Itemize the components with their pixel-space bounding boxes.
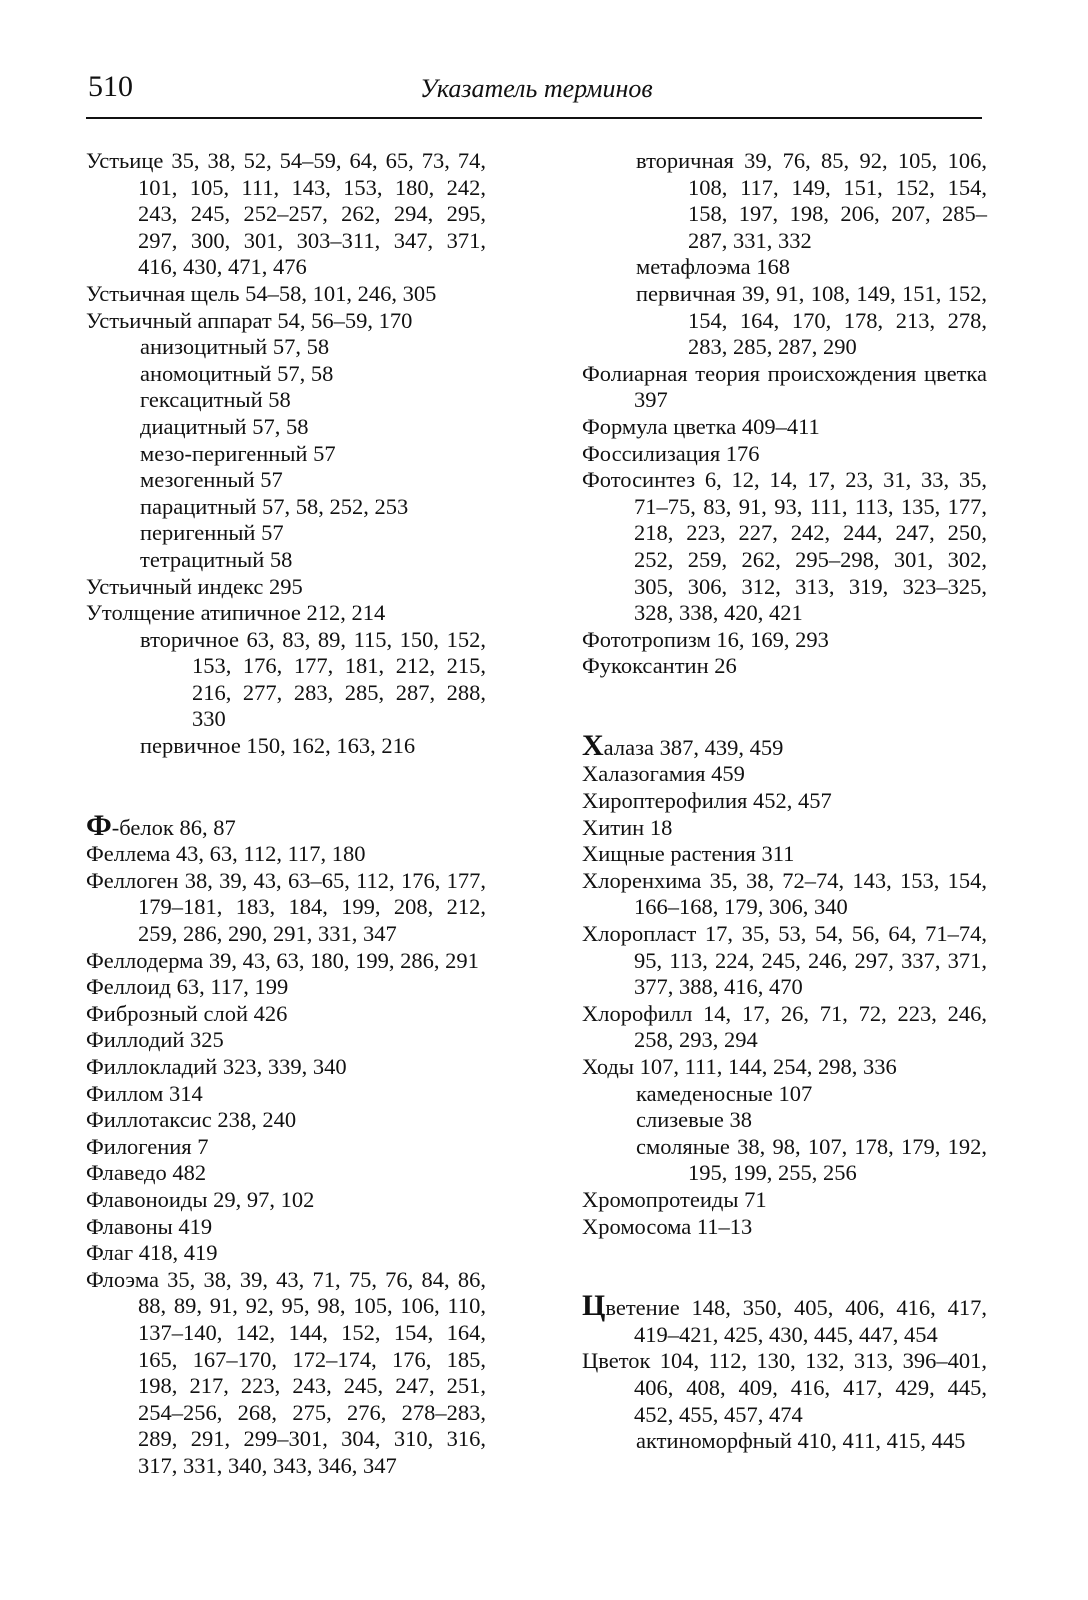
index-entry	[86, 868, 486, 948]
entry-text: перигенный 57	[140, 520, 284, 546]
entry-text: Феллоген 38, 39, 43, 63–65, 112, 176, 177, 179–181, 183, 184, 199, 208, 212, 259, 286, 290, 291, 331, 347	[86, 867, 486, 947]
entry-text: Фотосинтез 6, 12, 14, 17, 23, 31, 33, 35, 71–75, 83, 91, 93, 111, 113, 135, 177, 218, 223, 227, 242, 244, 247, 250, 252, 259, 262, 295–298, 301, 302, 305, 306, 312, 313, 319, 323–325, 328, 338, 420, 421	[582, 467, 987, 626]
index-subentry	[86, 387, 486, 414]
entry-text: диацитный 57, 58	[140, 413, 309, 439]
index-entry	[86, 1107, 486, 1134]
letter-section-gap	[582, 1240, 987, 1293]
index-entry	[582, 728, 987, 762]
index-entry	[582, 1348, 987, 1428]
index-subentry	[86, 467, 486, 494]
entry-text: Флавоны 419	[86, 1213, 213, 1239]
entry-text: анизоцитный 57, 58	[140, 334, 330, 360]
entry-text: Фолиарная теория происхождения цветка 397	[582, 360, 987, 413]
index-entry	[582, 467, 987, 627]
entry-text: Флавоноиды 29, 97, 102	[86, 1186, 315, 1212]
index-entry	[86, 1160, 486, 1187]
index-subentry	[86, 441, 486, 468]
index-entry	[86, 808, 486, 842]
index-entry	[86, 148, 486, 281]
entry-text: вторичная 39, 76, 85, 92, 105, 106, 108, 117, 149, 151, 152, 154, 158, 197, 198, 206, 207, 285–287, 331, 332	[636, 148, 987, 253]
entry-text: Феллоид 63, 117, 199	[86, 974, 289, 1000]
index-entry	[582, 361, 987, 414]
index-entry	[582, 1289, 987, 1348]
entry-text: Формула цветка 409–411	[582, 413, 820, 439]
index-entry	[86, 1027, 486, 1054]
index-entry	[86, 574, 486, 601]
page-number: 510	[88, 70, 133, 103]
index-entry	[86, 1054, 486, 1081]
entry-text: Цветок 104, 112, 130, 132, 313, 396–401, 406, 408, 409, 416, 417, 429, 445, 452, 455, 457, 474	[582, 1348, 987, 1427]
entry-text: Флаг 418, 419	[86, 1240, 218, 1266]
index-entry	[582, 441, 987, 468]
index-entry	[86, 1001, 486, 1028]
entry-text: -белок 86, 87	[111, 814, 236, 840]
index-entry	[86, 1267, 486, 1480]
index-entry	[582, 1187, 987, 1214]
index-subentry	[86, 547, 486, 574]
index-entry	[86, 281, 486, 308]
index-column-left	[86, 148, 486, 1480]
entry-text: Хитин 18	[582, 814, 673, 840]
index-subentry	[582, 281, 987, 361]
index-subentry	[582, 254, 987, 281]
letter-section-gap	[582, 680, 987, 733]
letter-section-gap	[86, 760, 486, 813]
index-subentry	[86, 733, 486, 760]
entry-text: Устьичный индекс 295	[86, 573, 303, 599]
entry-text: ветение 148, 350, 405, 406, 416, 417, 419–421, 425, 430, 445, 447, 454	[605, 1295, 987, 1347]
entry-text: Хлорофилл 14, 17, 26, 71, 72, 223, 246, 258, 293, 294	[582, 1000, 987, 1053]
index-column-right	[582, 148, 987, 1455]
entry-text: Филлотаксис 238, 240	[86, 1107, 297, 1133]
index-entry	[86, 600, 486, 627]
index-entry	[582, 653, 987, 680]
index-entry	[86, 1081, 486, 1108]
index-entry	[582, 761, 987, 788]
index-entry	[86, 308, 486, 335]
index-entry	[86, 841, 486, 868]
index-entry	[86, 1214, 486, 1241]
index-subentry	[86, 627, 486, 733]
entry-text: вторичное 63, 83, 89, 115, 150, 152, 153, 176, 177, 181, 212, 215, 216, 277, 283, 285, 287, 288, 330	[140, 626, 486, 732]
entry-text: Устьице 35, 38, 52, 54–59, 64, 65, 73, 74, 101, 105, 111, 143, 153, 180, 242, 243, 245, 252–257, 262, 294, 295, 297, 300, 301, 303–311, 347, 371, 416, 430, 471, 476	[86, 148, 486, 280]
index-subentry	[582, 1428, 987, 1455]
entry-text: Халазогамия 459	[582, 761, 745, 787]
entry-text: актиноморфный 410, 411, 415, 445	[636, 1428, 966, 1454]
entry-text: Утолщение атипичное 212, 214	[86, 600, 386, 626]
entry-text: Флаведо 482	[86, 1160, 207, 1186]
entry-text: Филлодий 325	[86, 1027, 224, 1053]
index-subentry	[86, 520, 486, 547]
index-entry	[582, 414, 987, 441]
entry-text: Фототропизм 16, 169, 293	[582, 626, 829, 652]
entry-text: алаза 387, 439, 459	[603, 734, 784, 760]
index-entry	[582, 1214, 987, 1241]
entry-text: Хлоропласт 17, 35, 53, 54, 56, 64, 71–74, 95, 113, 224, 245, 246, 297, 337, 371, 377, 388, 416, 470	[582, 921, 987, 1000]
entry-text: Устьичная щель 54–58, 101, 246, 305	[86, 280, 437, 306]
entry-text: Ходы 107, 111, 144, 254, 298, 336	[582, 1054, 897, 1079]
entry-text: первичная 39, 91, 108, 149, 151, 152, 154, 164, 170, 178, 213, 278, 283, 285, 287, 290	[636, 280, 987, 360]
section-initial-letter: Х	[582, 728, 604, 762]
index-entry	[582, 815, 987, 842]
index-subentry	[86, 414, 486, 441]
entry-text: Филлокладий 323, 339, 340	[86, 1054, 347, 1079]
index-entry	[86, 1187, 486, 1214]
entry-text: Филогения 7	[86, 1133, 209, 1159]
entry-text: Фиброзный слой 426	[86, 1000, 288, 1026]
index-entry	[582, 788, 987, 815]
index-subentry	[582, 1107, 987, 1134]
index-subentry	[582, 148, 987, 254]
entry-text: Фукоксантин 26	[582, 653, 737, 679]
entry-text: гексацитный 58	[140, 387, 291, 413]
entry-text: Хромопротеиды 71	[582, 1186, 767, 1212]
entry-text: Устьичный аппарат 54, 56–59, 170	[86, 307, 413, 333]
index-subentry	[86, 334, 486, 361]
index-entry	[582, 868, 987, 921]
index-entry	[582, 627, 987, 654]
index-subentry	[86, 494, 486, 521]
entry-text: парацитный 57, 58, 252, 253	[140, 493, 409, 519]
entry-text: Флоэма 35, 38, 39, 43, 71, 75, 76, 84, 86, 88, 89, 91, 92, 95, 98, 105, 106, 110, 137–140, 142, 144, 152, 154, 164, 165, 167–170, 172–174, 176, 185, 198, 217, 223, 243, 245, 247, 251, 254–256, 268, 275, 276, 278–283, 289, 291, 299–301, 304, 310, 316, 317, 331, 340, 343, 346, 347	[86, 1266, 486, 1478]
entry-text: Хищные растения 311	[582, 841, 795, 867]
entry-text: первичное 150, 162, 163, 216	[140, 733, 416, 759]
entry-text: метафлоэма 168	[636, 254, 790, 280]
index-entry	[86, 1240, 486, 1267]
index-subentry	[582, 1134, 987, 1187]
entry-text: Феллодерма 39, 43, 63, 180, 199, 286, 291	[86, 947, 479, 973]
entry-text: Филлом 314	[86, 1080, 203, 1106]
entry-text: Хлоренхима 35, 38, 72–74, 143, 153, 154, 166–168, 179, 306, 340	[582, 867, 987, 920]
header-rule	[86, 117, 982, 119]
entry-text: Хироптерофилия 452, 457	[582, 788, 832, 814]
entry-text: аномоцитный 57, 58	[140, 360, 334, 386]
entry-text: мезо-перигенный 57	[140, 440, 336, 466]
entry-text: камеденосные 107	[636, 1080, 813, 1106]
section-initial-letter: Ц	[582, 1289, 606, 1323]
entry-text: мезогенный 57	[140, 467, 283, 493]
index-entry	[86, 974, 486, 1001]
entry-text: Феллема 43, 63, 112, 117, 180	[86, 841, 366, 867]
entry-text: тетрацитный 58	[140, 546, 293, 572]
index-entry	[86, 948, 486, 975]
entry-text: слизевые 38	[636, 1107, 752, 1133]
section-initial-letter: Ф	[86, 808, 112, 842]
index-entry	[86, 1134, 486, 1161]
index-subentry	[582, 1081, 987, 1108]
index-entry	[582, 841, 987, 868]
index-entry	[582, 1001, 987, 1054]
entry-text: Хромосома 11–13	[582, 1213, 753, 1239]
running-title: Указатель терминов	[420, 74, 653, 103]
entry-text: Фоссилизация 176	[582, 440, 760, 466]
index-subentry	[86, 361, 486, 388]
index-entry	[582, 921, 987, 1001]
entry-text: смоляные 38, 98, 107, 178, 179, 192, 195, 199, 255, 256	[636, 1133, 987, 1186]
index-entry	[582, 1054, 987, 1081]
